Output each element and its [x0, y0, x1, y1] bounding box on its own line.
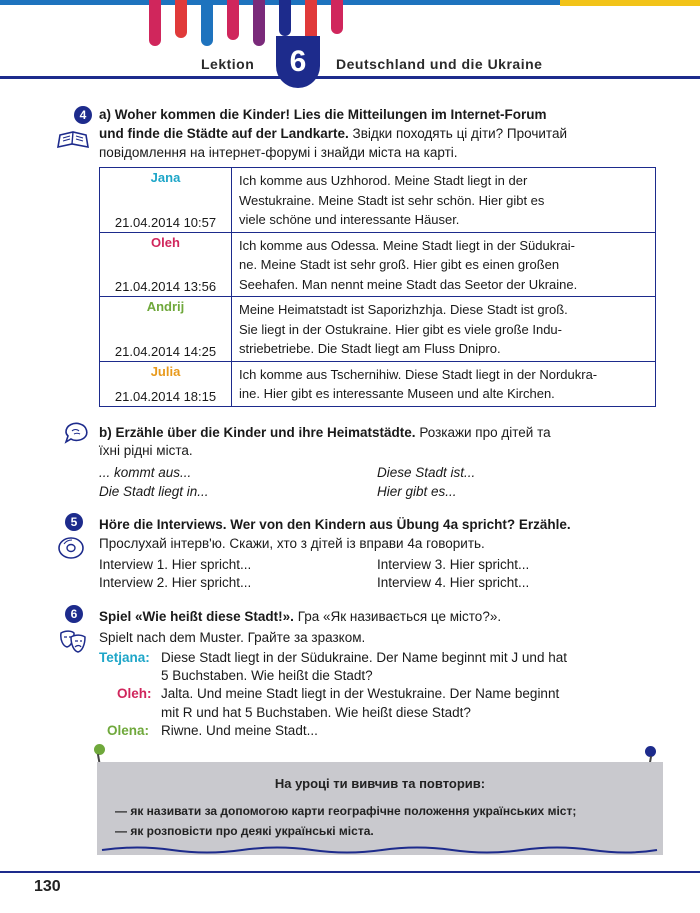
lesson-number-badge: 6 — [276, 36, 320, 88]
speaker-oleh: Oleh: — [117, 686, 152, 701]
exercise-4-number: 4 — [74, 106, 92, 124]
forum-post-row — [100, 297, 656, 362]
forum-post-line: viele schöne und interessante Häuser. — [239, 212, 460, 227]
exercise-4a-line3: повідомлення на інтернет-форумі і знайди міста на карті. — [99, 145, 458, 160]
speech-icon — [62, 420, 92, 449]
forum-post-meta — [100, 168, 232, 233]
forum-post-date: 21.04.2014 10:57 — [114, 214, 217, 230]
wavy-underline — [97, 845, 663, 855]
forum-post-line: Ich komme aus Tschernihiw. Diese Stadt liegt in der Nordukra- — [239, 366, 598, 382]
forum-post-line: Seehafen. Man nennt meine Stadt das Seetor der Ukraine. — [239, 276, 578, 292]
forum-post-author: Jana — [150, 170, 181, 185]
exercise-4b-line2: їхні рідні міста. — [99, 443, 193, 458]
forum-post-message — [232, 297, 656, 362]
phrase-diese-stadt-ist: Diese Stadt ist... — [377, 465, 476, 480]
forum-post-meta — [100, 232, 232, 297]
dialog-tetjana-line2: 5 Buchstaben. Wie heißt die Stadt? — [161, 668, 373, 683]
phrase-kommt-aus: ... kommt aus... — [99, 465, 192, 480]
bottom-rule — [0, 871, 700, 873]
exercise-4a-line2: und finde die Städte auf der Landkarte. Звідки походять ці діти? Прочитай — [99, 126, 567, 141]
theatre-masks-icon — [58, 628, 88, 661]
dialog-oleh-line1: Jalta. Und meine Stadt liegt in der Westukraine. Der Name beginnt — [161, 686, 560, 701]
interview-4: Interview 4. Hier spricht... — [377, 575, 530, 590]
forum-post-message — [232, 232, 656, 297]
forum-post-date: 21.04.2014 14:25 — [114, 343, 217, 359]
summary-item-2: — як розповісти про деякі українські міста. — [115, 824, 374, 838]
book-icon — [56, 130, 90, 155]
exercise-6-line2: Spielt nach dem Muster. Грайте за зразком. — [99, 630, 366, 645]
speaker-tetjana: Tetjana: — [99, 650, 150, 665]
phrase-stadt-liegt-in: Die Stadt liegt in... — [99, 484, 209, 499]
forum-post-row — [100, 168, 656, 233]
forum-post-line: Sie liegt in der Ostukraine. Hier gibt es viele große Indu- — [239, 321, 562, 337]
forum-post-message — [232, 361, 656, 406]
page-number: 130 — [34, 878, 61, 895]
top-accent-bar — [560, 0, 700, 6]
forum-post-author: Oleh — [151, 234, 180, 250]
summary-title: На уроці ти вивчив та повторив: — [274, 776, 486, 791]
dialog-tetjana-line1: Diese Stadt liegt in der Südukraine. Der Name beginnt mit J und hat — [161, 650, 567, 665]
exercise-4b-instruction: b) Erzähle über die Kinder und ihre Heimatstädte. Розкажи про дітей та — [99, 425, 551, 440]
forum-post-meta — [100, 361, 232, 406]
forum-post-line: Westukraine. Meine Stadt ist sehr schön. Hier gibt es — [239, 192, 545, 208]
unit-title: Deutschland und die Ukraine — [336, 56, 543, 72]
exercise-6-instruction: Spiel «Wie heißt diese Stadt!». Гра «Як називається це місто?». — [99, 609, 502, 624]
cd-icon — [56, 535, 86, 566]
forum-post-row — [100, 361, 656, 406]
pin-left-icon — [94, 744, 105, 755]
forum-post-date: 21.04.2014 18:15 — [114, 388, 217, 404]
lesson-label: Lektion — [201, 56, 255, 72]
forum-post-line: Ich komme aus Odessa. Meine Stadt liegt in der Südukrai- — [239, 237, 575, 253]
interview-1: Interview 1. Hier spricht... — [99, 557, 252, 572]
exercise-5-instruction: Höre die Interviews. Wer von den Kindern aus Übung 4a spricht? Erzähle. — [99, 517, 571, 532]
exercise-5-number: 5 — [65, 513, 83, 531]
summary-box — [97, 762, 663, 855]
dialog-oleh-line2: mit R und hat 5 Buchstaben. Wie heißt diese Stadt? — [161, 705, 471, 720]
interview-2: Interview 2. Hier spricht... — [99, 575, 252, 590]
dialog-olena-line1: Riwne. Und meine Stadt... — [161, 723, 318, 738]
exercise-4a-instruction: a) Woher kommen die Kinder! Lies die Mitteilungen im Internet-Forum — [99, 107, 547, 122]
forum-post-line: Meine Heimatstadt ist Saporizhzhja. Diese Stadt ist groß. — [239, 302, 568, 317]
exercise-5-line2: Прослухай інтерв'ю. Скажи, хто з дітей із вправи 4а говорить. — [99, 536, 485, 551]
interview-3: Interview 3. Hier spricht... — [377, 557, 530, 572]
forum-post-meta — [100, 297, 232, 362]
forum-post-author: Julia — [150, 363, 181, 379]
summary-item-1: — як називати за допомогою карти географічне положення українських міст; — [115, 804, 577, 818]
exercise-6-number: 6 — [65, 605, 83, 623]
forum-post-line: striebetriebe. Die Stadt liegt am Fluss Dnipro. — [239, 341, 501, 356]
forum-post-line: ine. Hier gibt es interessante Museen und alte Kirchen. — [239, 386, 555, 401]
forum-post-line: Ich komme aus Uzhhorod. Meine Stadt liegt in der — [239, 173, 528, 188]
forum-post-line: ne. Meine Stadt ist sehr groß. Hier gibt es einen großen — [239, 257, 560, 272]
phrase-hier-gibt-es: Hier gibt es... — [377, 484, 457, 499]
header-rule — [0, 76, 700, 79]
speaker-olena: Olena: — [107, 723, 150, 738]
forum-table — [99, 167, 656, 407]
forum-post-date: 21.04.2014 13:56 — [114, 279, 217, 294]
forum-post-author: Andrij — [146, 299, 185, 314]
forum-post-message — [232, 168, 656, 233]
forum-post-row — [100, 232, 656, 297]
